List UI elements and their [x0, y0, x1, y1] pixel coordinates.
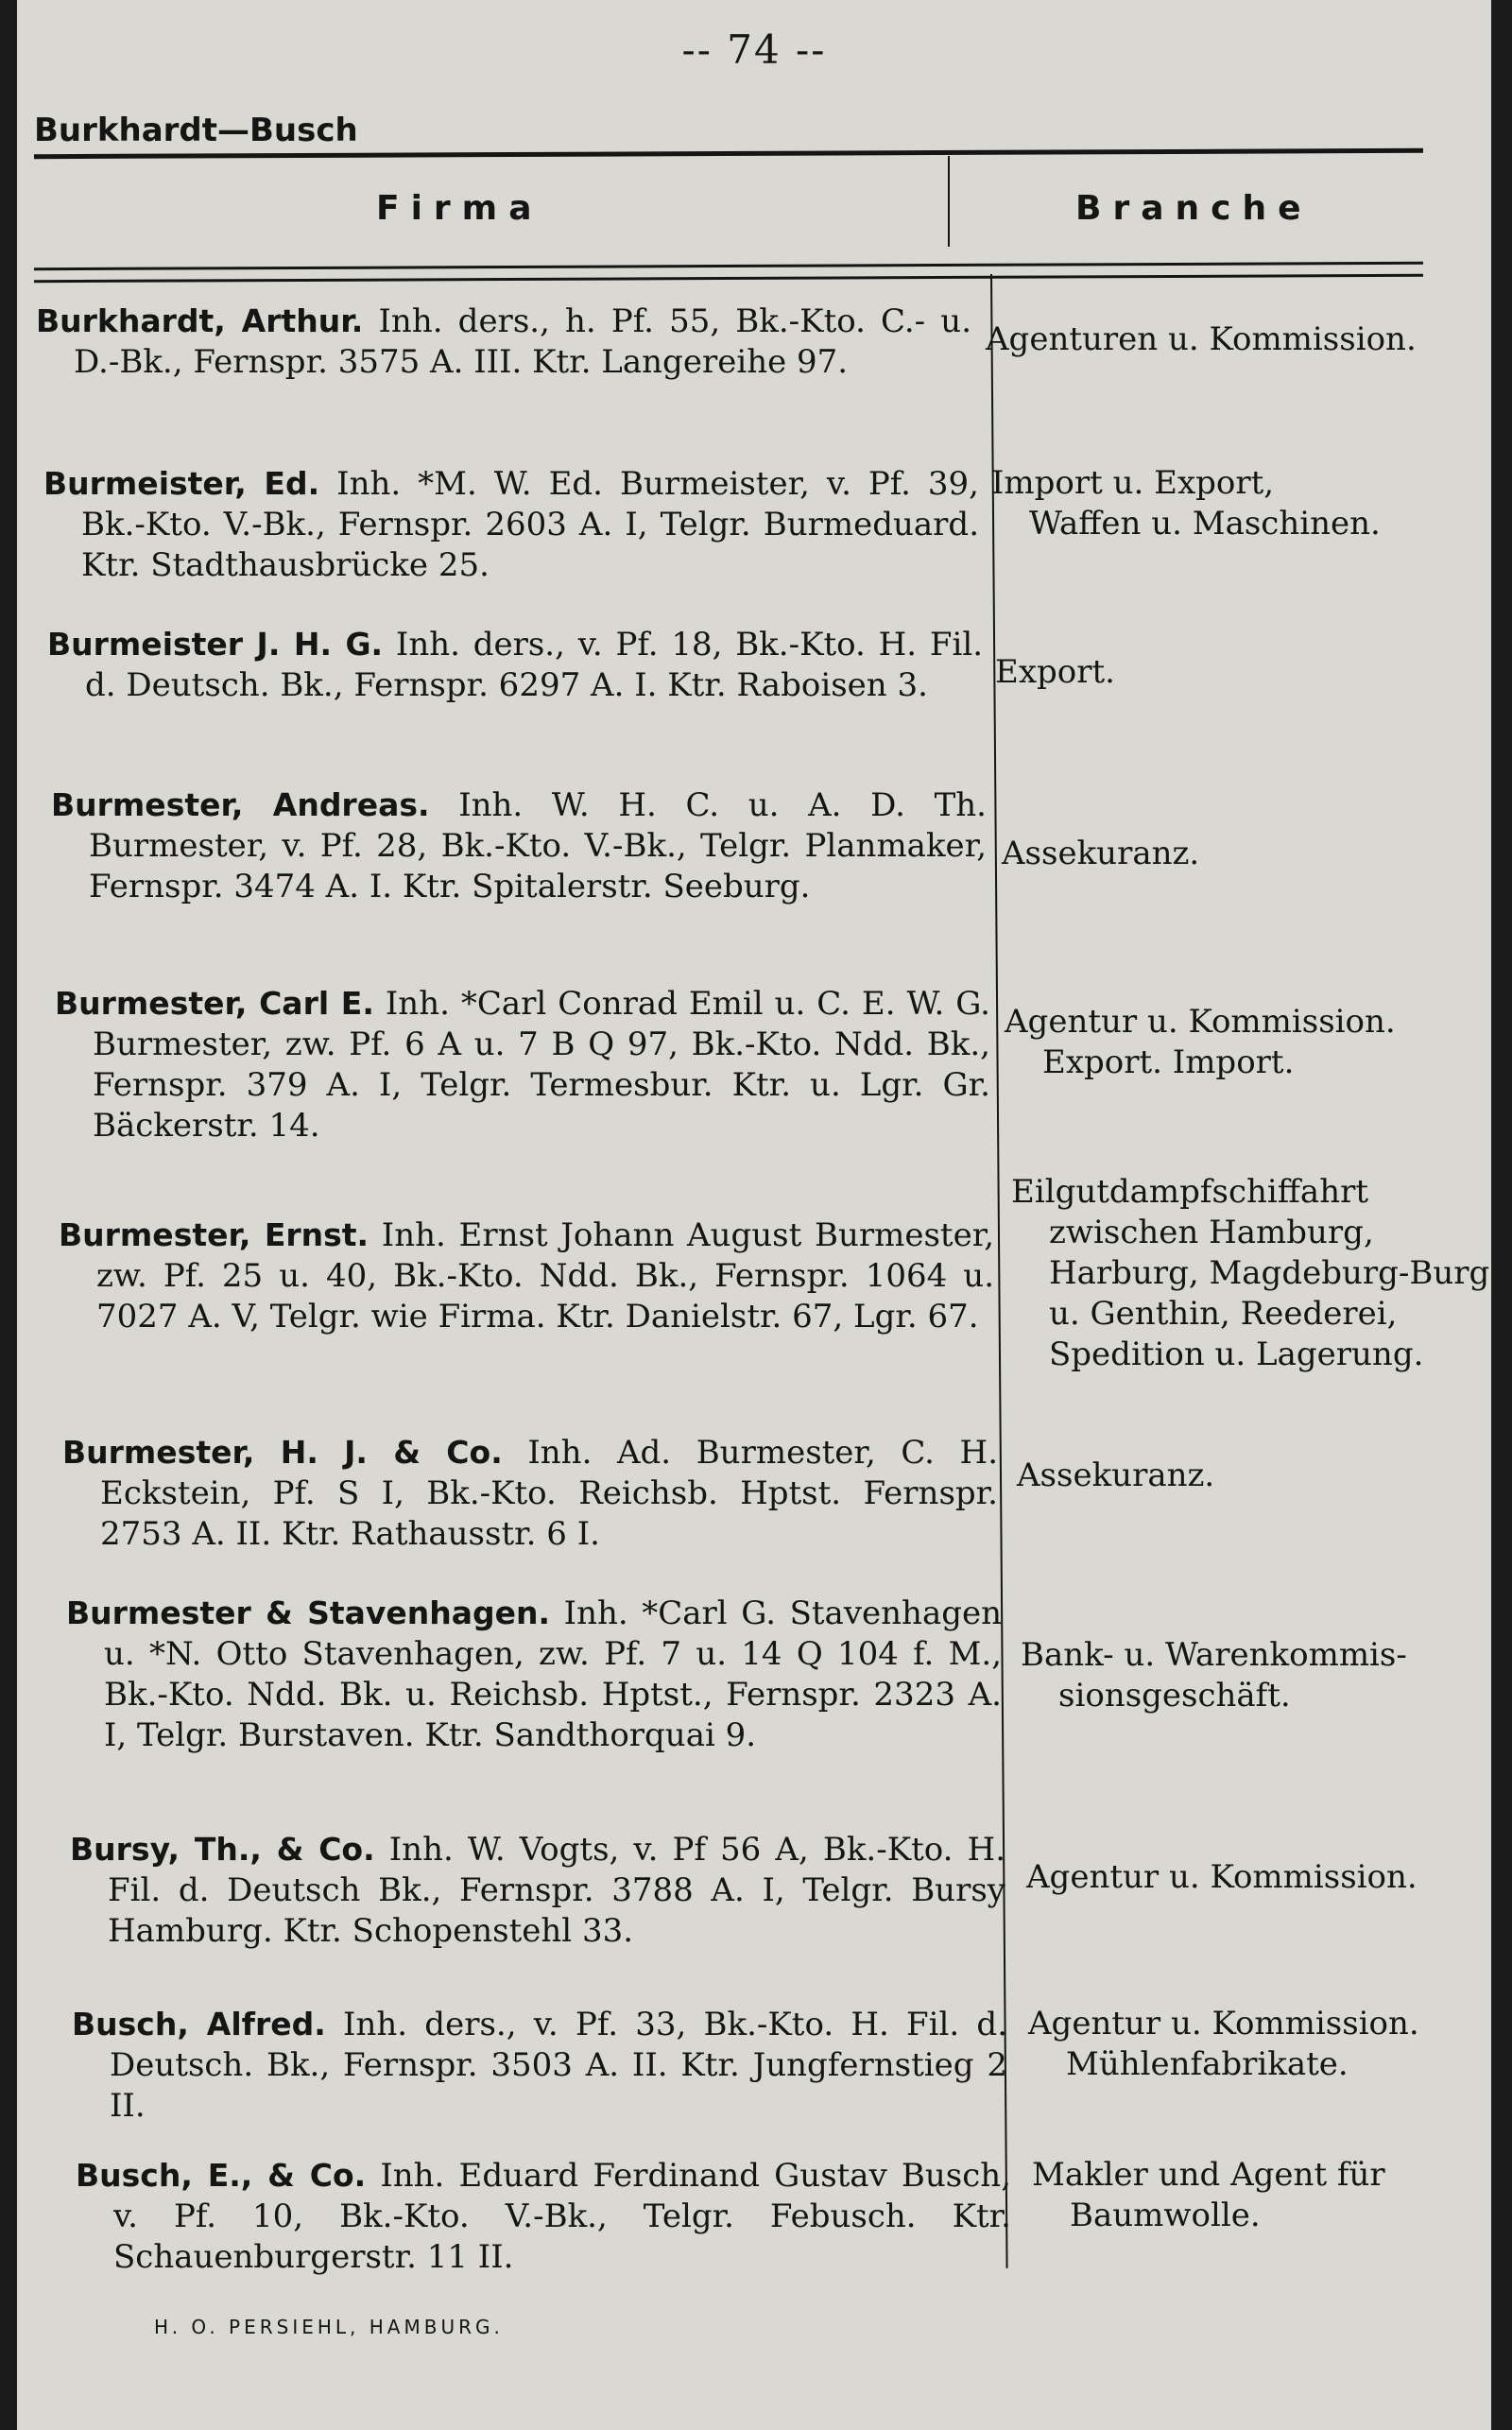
- branch-line: Waffen u. Maschinen.: [1029, 505, 1381, 543]
- firm-details: Inh. W. H. C. u. A. D. Th. Burmester, v. Pf. 28, Bk.-Kto. V.-Bk., Telgr. Planmaker, Fernspr. 3474 A. I. Ktr. Spitalerstr. Seeburg.: [89, 786, 987, 905]
- firm-text: [55, 983, 990, 1146]
- branch-line: Agenturen u. Kommission.: [986, 320, 1417, 358]
- header-double-rule: [34, 262, 1423, 283]
- directory-page: [17, 0, 1491, 2430]
- branch-line: Baumwolle.: [1070, 2197, 1261, 2234]
- branch-line: Eilgutdampfschiffahrt: [1011, 1173, 1369, 1211]
- branch-line: Import u. Export,: [991, 464, 1275, 502]
- firm-name: Bursy, Th., & Co.: [70, 1831, 375, 1868]
- branch-text: [1011, 1172, 1503, 1375]
- firm-details: Inh. Ad. Burmester, C. H. Eckstein, Pf. S I, Bk.-Kto. Reichsb. Hptst. Fernspr. 2753 A. II. Ktr. Rathausstr. 6 I.: [100, 1434, 999, 1553]
- column-header-branche: Branche: [1075, 189, 1313, 228]
- branch-line: Makler und Agent für: [1032, 2156, 1385, 2194]
- branch-line: Assekuranz.: [1017, 1456, 1215, 1494]
- branch-text: [1005, 1002, 1477, 1083]
- column-header-firma: Firma: [376, 189, 543, 228]
- directory-entry: [51, 784, 1512, 905]
- firm-text: [66, 1593, 1002, 1756]
- header-column-divider: [948, 156, 950, 247]
- branch-text: [1026, 1857, 1499, 1898]
- printer-imprint: H. O. PERSIEHL, HAMBURG.: [154, 2316, 504, 2338]
- range-title: Burkhardt—Busch: [34, 112, 358, 149]
- firm-text: [62, 1432, 998, 1555]
- branch-line: zwischen Hamburg, Harburg, Magdeburg-Burg u. Genthin, Reederei, Spedition u. Lagerung.: [1049, 1214, 1490, 1373]
- firm-name: Burmester & Stavenhagen.: [66, 1594, 551, 1631]
- branch-line: Agentur u. Kommission.: [1026, 1858, 1418, 1896]
- directory-entry: [59, 1173, 1512, 1373]
- branch-text: [1032, 2155, 1504, 2236]
- branch-line: Bank- u. Warenkommis-: [1021, 1636, 1407, 1674]
- directory-entry: [76, 2155, 1512, 2276]
- directory-entry: [43, 463, 1512, 584]
- firm-details: Inh. ders., v. Pf. 18, Bk.-Kto. H. Fil. d. Deutsch. Bk., Fernspr. 6297 A. I. Ktr. Raboisen 3.: [85, 626, 984, 704]
- firm-text: [43, 463, 979, 586]
- firm-details: Inh. Ernst Johann August Burmester, zw. Pf. 25 u. 40, Bk.-Kto. Ndd. Bk., Fernspr. 1064 u. 7027 A. V, Telgr. wie Firma. Ktr. Danielstr. 67, Lgr. 67.: [96, 1216, 995, 1336]
- branch-text: [1002, 834, 1474, 874]
- branch-text: [1017, 1456, 1489, 1496]
- branch-text: [986, 319, 1458, 360]
- firm-name: Burkhardt, Arthur.: [36, 302, 364, 339]
- branch-line: Agentur u. Kommission.: [1005, 1003, 1396, 1041]
- firm-details: Inh. *Carl G. Stavenhagen u. *N. Otto Stavenhagen, zw. Pf. 7 u. 14 Q 104 f. M., Bk.-Kto. Ndd. Bk. u. Reichsb. Hptst., Fernspr. 2323 A. I, Telgr. Burstaven. Ktr. Sandthorquai 9.: [104, 1594, 1003, 1754]
- branch-line: Export.: [995, 653, 1115, 691]
- firm-text: [59, 1215, 994, 1337]
- directory-entry: [62, 1432, 1512, 1553]
- firm-details: Inh. ders., v. Pf. 33, Bk.-Kto. H. Fil. d. Deutsch. Bk., Fernspr. 3503 A. II. Ktr. Jungfernstieg 2 II.: [110, 2006, 1008, 2125]
- branch-text: [995, 652, 1468, 693]
- directory-entry: [47, 624, 1512, 737]
- branch-line: Agentur u. Kommission.: [1028, 2005, 1419, 2042]
- branch-line: Mühlenfabrikate.: [1066, 2045, 1349, 2083]
- directory-entry: [36, 301, 1510, 414]
- firm-name: Burmester, Carl E.: [55, 985, 374, 1022]
- directory-entry: [55, 983, 1512, 1145]
- branch-text: [1028, 2004, 1501, 2085]
- branch-line: Assekuranz.: [1002, 835, 1200, 872]
- firm-details: Inh. ders., h. Pf. 55, Bk.-Kto. C.- u. D.-Bk., Fernspr. 3575 A. III. Ktr. Langereihe 97.: [74, 302, 971, 381]
- firm-name: Burmester, Ernst.: [59, 1216, 369, 1253]
- page-number: -- 74 --: [681, 26, 827, 73]
- directory-entry: [70, 1829, 1512, 1950]
- branch-text: [1021, 1635, 1493, 1716]
- firm-text: [76, 2155, 1011, 2278]
- firm-details: Inh. *Carl Conrad Emil u. C. E. W. G. Burmester, zw. Pf. 6 A u. 7 B Q 97, Bk.-Kto. Ndd. Bk., Fernspr. 379 A. I, Telgr. Termesbur. Ktr. u. Lgr. Gr. Bäckerstr. 14.: [93, 985, 990, 1145]
- branch-line: sionsgeschäft.: [1058, 1677, 1291, 1715]
- firm-text: [72, 2004, 1007, 2127]
- branch-line: Export. Import.: [1042, 1043, 1295, 1081]
- directory-entry: [66, 1593, 1512, 1754]
- firm-text: [51, 784, 987, 907]
- firm-text: [47, 624, 983, 706]
- firm-name: Burmester, Andreas.: [51, 786, 430, 823]
- firm-name: Busch, E., & Co.: [76, 2157, 367, 2194]
- firm-text: [36, 301, 971, 383]
- firm-details: Inh. *M. W. Ed. Burmeister, v. Pf. 39, Bk.-Kto. V.-Bk., Fernspr. 2603 A. I, Telgr. Burmeduard. Ktr. Stadthausbrücke 25.: [81, 465, 979, 584]
- firm-name: Burmester, H. J. & Co.: [62, 1434, 503, 1471]
- firm-name: Burmeister, Ed.: [43, 465, 320, 502]
- directory-entry: [72, 2004, 1512, 2125]
- firm-name: Burmeister J. H. G.: [47, 626, 384, 663]
- branch-text: [991, 463, 1464, 544]
- firm-text: [70, 1829, 1005, 1952]
- firm-name: Busch, Alfred.: [72, 2006, 326, 2042]
- firm-details: Inh. Eduard Ferdinand Gustav Busch, v. Pf. 10, Bk.-Kto. V.-Bk., Telgr. Febusch. Ktr. Schauenburgerstr. 11 II.: [113, 2157, 1011, 2276]
- firm-details: Inh. W. Vogts, v. Pf 56 A, Bk.-Kto. H. Fil. d. Deutsch Bk., Fernspr. 3788 A. I, Telgr. Bursy Hamburg. Ktr. Schopenstehl 33.: [108, 1831, 1006, 1950]
- top-rule: [34, 148, 1423, 159]
